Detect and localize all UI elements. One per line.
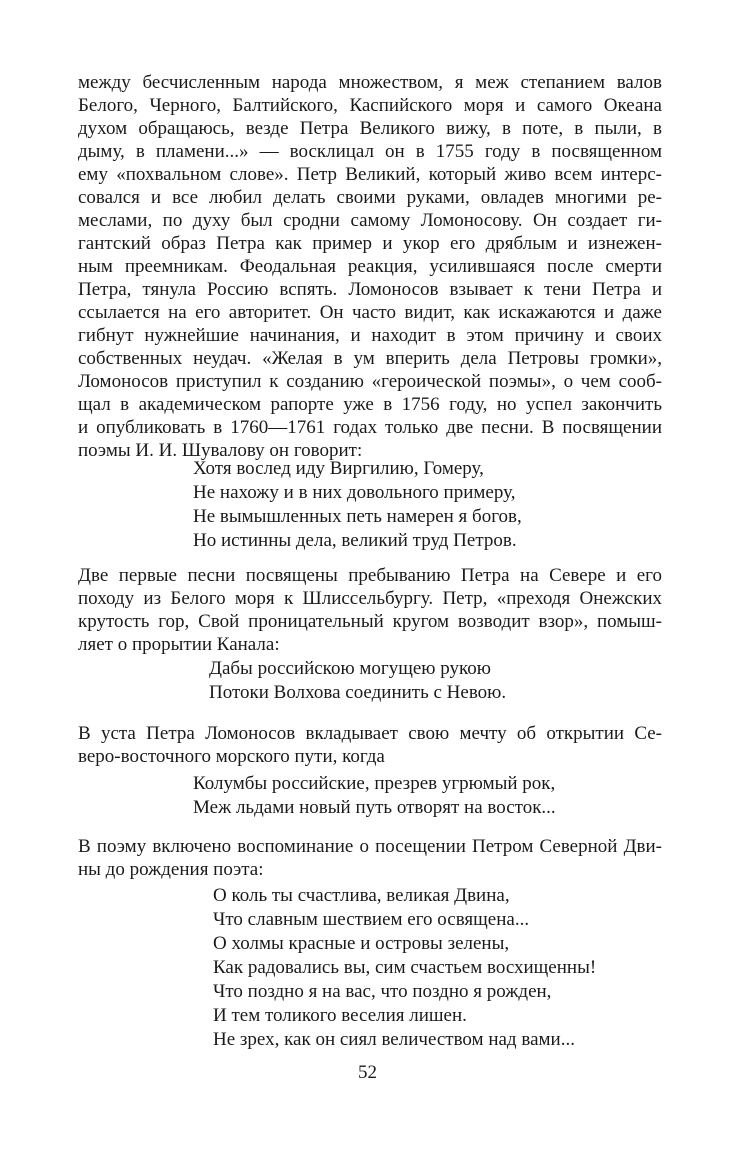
text-line: Ломоносов приступил к созданию «героической поэмы», о чем сооб- <box>78 371 662 392</box>
verse-line: И тем толикого веселия лишен. <box>213 1005 467 1026</box>
verse-line: Дабы российскою могущею рукою <box>209 658 491 679</box>
text-line: щал в академическом рапорте уже в 1756 году, но успел закончить <box>78 394 662 415</box>
text-line: Белого, Черного, Балтийского, Каспийского моря и самого Океана <box>78 95 662 116</box>
verse-line: Как радовались вы, сим счастьем восхищенны! <box>213 957 597 978</box>
text-line: Две первые песни посвящены пребыванию Петра на Севере и его <box>78 565 662 586</box>
verse-line: О холмы красные и островы зелены, <box>213 933 510 954</box>
verse-line: Колумбы российские, презрев угрюмый рок, <box>193 773 556 794</box>
verse-line: Не нахожу и в них довольного примеру, <box>193 482 516 503</box>
text-line: гантский образ Петра как пример и укор его дряблым и изнежен- <box>78 233 662 254</box>
text-line: совался и все любил делать своими руками, овладев многими ре- <box>78 187 662 208</box>
text-line: веро-восточного морского пути, когда <box>78 746 385 767</box>
text-line: дыму, в пламени...» — восклицал он в 1755 году в посвященном <box>78 141 662 162</box>
verse-line: Но истинны дела, великий труд Петров. <box>193 530 517 551</box>
text-line: между бесчисленным народа множеством, я меж степанием валов <box>78 72 662 93</box>
text-line: ссылается на его авторитет. Он часто видит, как искажаются и даже <box>78 302 662 323</box>
text-line: ляет о прорытии Канала: <box>78 634 280 655</box>
verse-line: О коль ты счастлива, великая Двина, <box>213 885 510 906</box>
text-line: Петра, тянула Россию вспять. Ломоносов взывает к тени Петра и <box>78 279 662 300</box>
text-line: меслами, по духу был сродни самому Ломоносову. Он создает ги- <box>78 210 662 231</box>
text-line: гибнут нужнейшие начинания, и находит в этом причину и своих <box>78 325 662 346</box>
verse-line: Потоки Волхова соединить с Невою. <box>209 682 507 703</box>
text-line: ему «похвальном слове». Петр Великий, который живо всем интерс- <box>78 164 662 185</box>
text-line: ным преемникам. Феодальная реакция, усилившаяся после смерти <box>78 256 662 277</box>
verse-line: Меж льдами новый путь отворят на восток... <box>193 797 556 818</box>
verse-line: Хотя вослед иду Виргилию, Гомеру, <box>193 458 484 479</box>
text-line: и опубликовать в 1760—1761 годах только две песни. В посвящении <box>78 417 662 438</box>
text-line: В поэму включено воспоминание о посещении Петром Северной Дви- <box>78 836 662 857</box>
verse-line: Что поздно я на вас, что поздно я рожден, <box>213 981 552 1002</box>
page-number: 52 <box>358 1062 377 1083</box>
text-line: походу из Белого моря к Шлиссельбургу. Петр, «преходя Онежских <box>78 588 662 609</box>
text-line: поэмы И. И. Шувалову он говорит: <box>78 440 363 461</box>
text-line: собственных неудач. «Желая в ум вперить дела Петровы громки», <box>78 348 662 369</box>
text-line: ны до рождения поэта: <box>78 859 264 880</box>
text-line: крутость гор, Свой проницательный кругом возводит взор», помыш- <box>78 611 662 632</box>
text-line: В уста Петра Ломоносов вкладывает свою мечту об открытии Се- <box>78 723 662 744</box>
verse-line: Не зрех, как он сиял величеством над вами... <box>213 1029 575 1050</box>
verse-line: Что славным шествием его освящена... <box>213 909 530 930</box>
text-line: духом обращаюсь, везде Петра Великого вижу, в поте, в пыли, в <box>78 118 662 139</box>
verse-line: Не вымышленных петь намерен я богов, <box>193 506 522 527</box>
